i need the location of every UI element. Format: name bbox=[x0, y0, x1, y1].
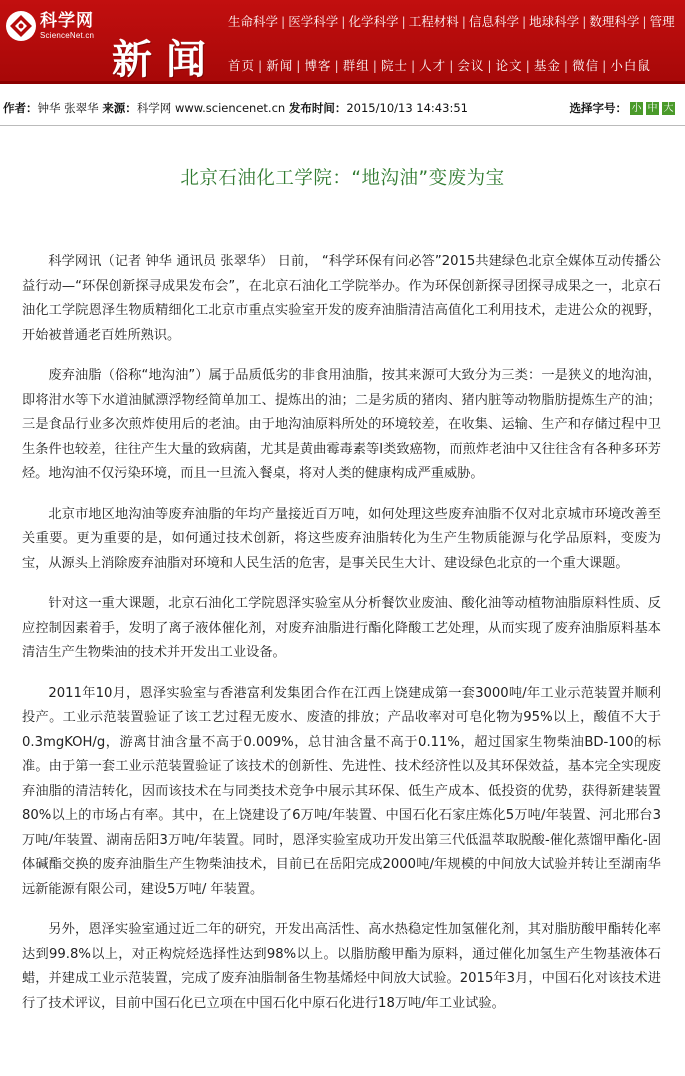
font-size-label: 选择字号： bbox=[569, 101, 627, 115]
nav-separator: | bbox=[372, 58, 378, 73]
article-paragraph: 科学网讯（记者 钟华 通讯员 张翠华） 日前， “科学环保有问必答”2015共建绿色北京全媒体互动传播公益行动—“环保创新探寻成果发布会”，在北京石油化工学院举办。作为环保创新探寻团探寻成果之一，北京石油化工学院恩泽生物质精细化工北京市重点实验室开发的废弃油脂清洁高值化工利用技术，走进公众的视野，开始被普通老百姓所熟识。 bbox=[22, 254, 661, 343]
nav-separator: | bbox=[582, 14, 587, 29]
section-title: 新闻 bbox=[112, 37, 220, 83]
category-nav-link[interactable]: 数理科学 bbox=[589, 14, 640, 29]
nav-separator: | bbox=[258, 58, 264, 73]
nav-separator: | bbox=[334, 58, 340, 73]
article-paragraph: 另外，恩泽实验室通过近二年的研究，开发出高活性、高水热稳定性加氢催化剂，其对脂肪酸甲酯转化率达到99.8%以上，对正构烷烃选择性达到98%以上。以脂肪酸甲酯为原料，通过催化加氢生产生物基液体石蜡，并建成工业示范装置，完成了废弃油脂制备生物基烯烃中间放大试验。2015年3月，中国石化对该技术进行了技术评议，目前中国石化已立项在中国石化中原石化进行18万吨/年工业试验。 bbox=[22, 922, 661, 1011]
article-paragraph: 北京市地区地沟油等废弃油脂的年均产量接近百万吨，如何处理这些废弃油脂不仅对北京城市环境改善至关重要。更为重要的是，如何通过技术创新，将这些废弃油脂转化为生产生物质能源与化学品原料，变废为宝，从源头上消除废弃油脂对环境和人民生活的危害，是事关民生大计、建设绿色北京的一个重大课题。 bbox=[22, 506, 661, 571]
logo-name: 科学网 bbox=[40, 10, 94, 31]
main-nav-link[interactable]: 论文 bbox=[495, 58, 523, 73]
category-nav-link[interactable]: 管理 bbox=[649, 14, 675, 29]
main-nav-link[interactable]: 会议 bbox=[457, 58, 485, 73]
main-nav-link[interactable]: 院士 bbox=[380, 58, 408, 73]
nav-separator: | bbox=[525, 58, 531, 73]
logo-domain: ScienceNet.cn bbox=[40, 30, 95, 40]
main-nav-link[interactable]: 群组 bbox=[342, 58, 370, 73]
main-nav bbox=[228, 58, 651, 74]
site-header bbox=[0, 0, 685, 84]
nav-separator: | bbox=[521, 14, 527, 29]
main-nav-link[interactable]: 首页 bbox=[228, 58, 256, 73]
category-nav-link[interactable]: 化学科学 bbox=[348, 14, 399, 29]
article-title: 北京石油化工学院：“地沟油”变废为宝 bbox=[180, 168, 505, 189]
main-nav-link[interactable]: 基金 bbox=[533, 58, 561, 73]
article-paragraph: 废弃油脂（俗称“地沟油”）属于品质低劣的非食用油脂，按其来源可大致分为三类：一是狭义的地沟油，即将泔水等下水道油腻漂浮物经简单加工、提炼出的油；二是劣质的猪肉、猪内脏等动物脂肪提炼生产的油；三是食品行业多次煎炸使用后的老油。由于地沟油原料所处的环境较差，在收集、运输、生产和存储过程中卫生条件也较差，往往产生大量的致病菌，尤其是黄曲霉毒素等I类致癌物，而煎炸老油中又往往含有各种多环芳烃。地沟油不仅污染环境，而且一旦流入餐桌，将对人类的健康构成严重威胁。 bbox=[22, 368, 661, 481]
main-nav-link[interactable]: 小白鼠 bbox=[610, 58, 651, 73]
font-size-medium-button[interactable]: 中 bbox=[647, 103, 658, 114]
nav-separator: | bbox=[281, 14, 286, 29]
category-nav-link[interactable]: 工程材料 bbox=[408, 14, 459, 29]
source-label: 来源： bbox=[102, 101, 137, 115]
main-nav-link[interactable]: 人才 bbox=[419, 58, 447, 73]
nav-separator: | bbox=[296, 58, 302, 73]
source-name: 科学网 www.sciencenet.cn bbox=[136, 101, 286, 115]
main-nav-link[interactable]: 新闻 bbox=[266, 58, 294, 73]
nav-separator: | bbox=[449, 58, 455, 73]
author-name: 钟华 张翠华 bbox=[37, 101, 99, 115]
category-nav-link[interactable]: 医学科学 bbox=[288, 14, 339, 29]
main-nav-link[interactable]: 微信 bbox=[572, 58, 600, 73]
publish-time: 2015/10/13 14:43:51 bbox=[346, 101, 468, 115]
category-nav-link[interactable]: 信息科学 bbox=[468, 14, 519, 29]
nav-separator: | bbox=[487, 58, 493, 73]
category-nav bbox=[228, 14, 675, 30]
logo-emblem-icon bbox=[6, 11, 36, 41]
font-size-large-button[interactable]: 大 bbox=[663, 103, 674, 114]
sciencenet-logo[interactable] bbox=[6, 8, 106, 44]
article-paragraph: 针对这一重大课题，北京石油化工学院恩泽实验室从分析餐饮业废油、酸化油等动植物油脂原料性质、反应控制因素着手，发明了离子液体催化剂，对废弃油脂进行酯化降酸工艺处理，从而实现了废弃油脂原料基本清洁生产生物柴油的技术并开发出工业设备。 bbox=[22, 596, 661, 660]
font-size-small-button[interactable]: 小 bbox=[631, 103, 642, 114]
nav-separator: | bbox=[461, 14, 466, 29]
nav-separator: | bbox=[401, 14, 406, 29]
article-paragraph: 2011年10月，恩泽实验室与香港富利发集团合作在江西上饶建成第一套3000吨/年工业示范装置并顺利投产。工业示范装置验证了该工艺过程无废水、废渣的排放；产品收率对可皂化物为95%以上，酸值不大于0.3mgKOH/g，游离甘油含量不高于0.009%，总甘油含量不高于0.11%，超过国家生物柴油BD-100的标准。由于第一套工业示范装置验证了该技术的创新性、先进性、技术经济性以及其环保效益，基本完全实现废弃油脂的清洁转化，因而该技术在与同类技术竞争中展示其环保、低生产成本、低投资的优势，获得新建装置80%以上的市场占有率。其中，在上饶建设了6万吨/年装置、中国石化石家庄炼化5万吨/年装置、河北邢台3万吨/年装置、湖南岳阳3万吨/年装置。同时，恩泽实验室成功开发出第三代低温萃取脱酸-催化蒸馏甲酯化-固体碱酯交换的废弃油脂生产生物柴油技术，目前已在岳阳完成2000吨/年规模的中间放大试验并转让至湖南华远新能源有限公司，建设5万吨/ 年装置。 bbox=[22, 685, 661, 897]
author-label: 作者： bbox=[3, 101, 38, 115]
nav-separator: | bbox=[563, 58, 570, 73]
nav-separator: | bbox=[602, 58, 608, 73]
category-nav-link[interactable]: 生命科学 bbox=[228, 14, 279, 29]
article-meta-bar bbox=[0, 90, 685, 126]
article-body bbox=[0, 250, 685, 1016]
nav-separator: | bbox=[341, 14, 346, 29]
nav-separator: | bbox=[410, 58, 417, 73]
category-nav-link[interactable]: 地球科学 bbox=[529, 14, 580, 29]
time-label: 发布时间： bbox=[288, 101, 347, 115]
nav-separator: | bbox=[642, 14, 647, 29]
main-nav-link[interactable]: 博客 bbox=[304, 58, 332, 73]
